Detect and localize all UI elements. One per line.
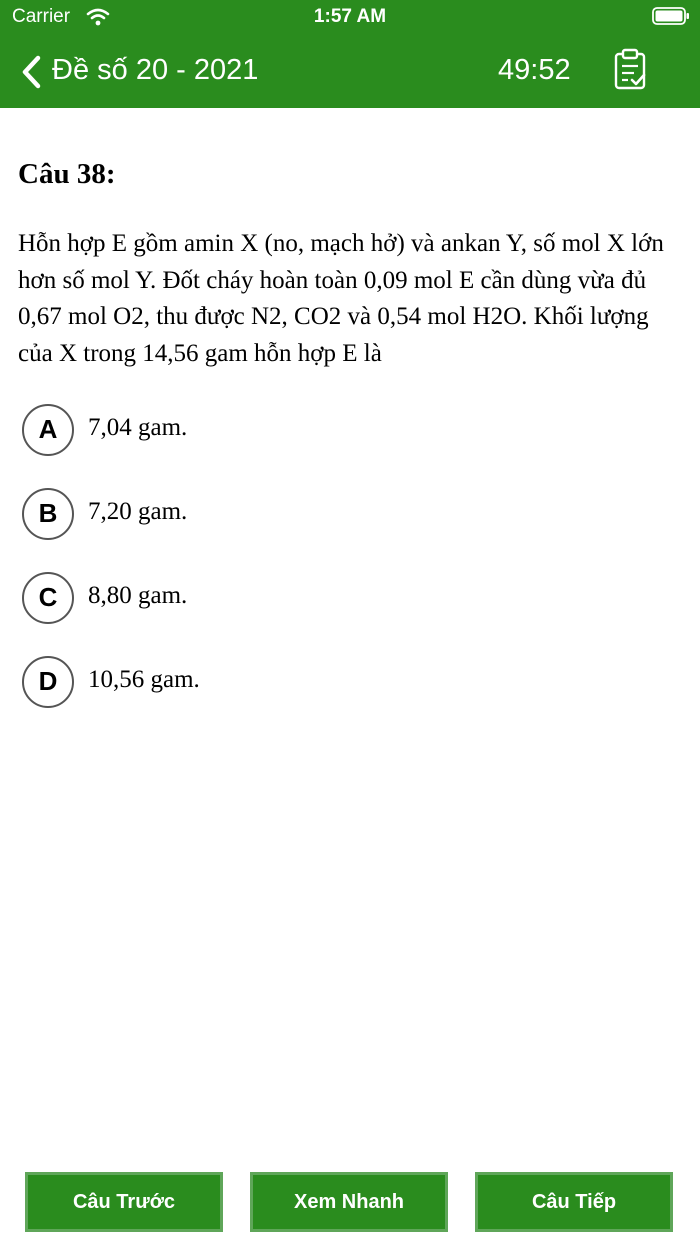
quick-view-button[interactable]: Xem Nhanh [250,1172,448,1232]
option-b[interactable] [22,488,682,546]
option-c-letter: C [38,582,58,612]
option-a-circle[interactable] [22,404,74,456]
option-b-circle[interactable] [22,488,74,540]
app-header [0,0,700,108]
option-c[interactable] [22,572,682,630]
option-a-letter: A [38,414,58,444]
prev-question-button[interactable]: Câu Trước [25,1172,223,1232]
question-label: Câu 38: [18,158,116,190]
battery-icon [652,7,690,25]
option-b-text: 7,20 gam. [88,498,188,525]
clipboard-check-icon[interactable] [610,48,652,92]
option-d-text: 10,56 gam. [88,666,200,693]
option-c-circle[interactable] [22,572,74,624]
page-title[interactable]: Đề số 20 - 2021 [52,54,259,86]
status-bar [0,0,700,36]
question-text: Hỗn hợp E gồm amin X (no, mạch hở) và ankan Y, số mol X lớn hơn số mol Y. Đốt cháy hoàn toàn 0,09 mol E cần dùng vừa đủ 0,67 mol O2, thu được N2, CO2 và 0,54 mol H2O. Khối lượng của X trong 14,56 gam hỗn hợp E là [18,230,664,367]
status-time: 1:57 AM [313,6,387,27]
carrier-label: Carrier [12,6,71,27]
option-d-letter: D [38,666,58,696]
option-a-text: 7,04 gam. [88,414,188,441]
option-a[interactable] [22,404,682,462]
next-question-button[interactable]: Câu Tiếp [475,1172,673,1232]
countdown-timer: 49:52 [498,54,571,86]
option-b-letter: B [38,498,58,528]
option-d[interactable] [22,656,682,714]
nav-bar [0,36,700,108]
option-c-text: 8,80 gam. [88,582,188,609]
option-d-circle[interactable] [22,656,74,708]
back-chevron-icon[interactable] [18,54,46,90]
